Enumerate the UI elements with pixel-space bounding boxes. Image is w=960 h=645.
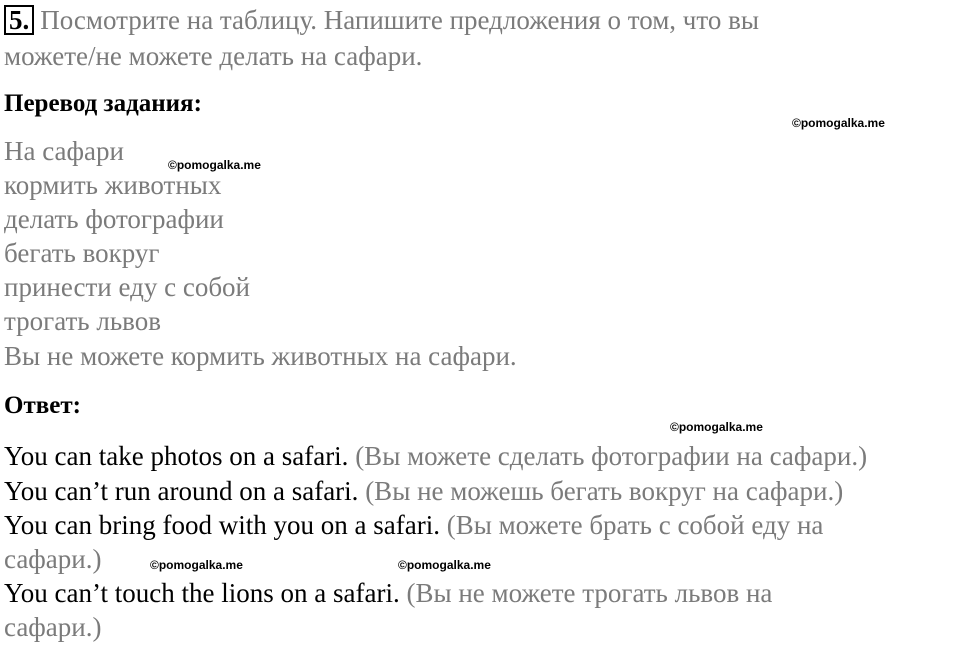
task-line-1 [4, 4, 759, 36]
answer-heading: Ответ: [4, 392, 81, 419]
answer-item-1 [4, 475, 843, 507]
task-text-2: можете/не можете делать на сафари. [4, 41, 423, 71]
watermark: ©pomogalka.me [792, 116, 885, 130]
answer-item-3 [4, 577, 772, 609]
answer-ru-0: (Вы можете сделать фотографии на сафари.) [355, 441, 868, 471]
answer-en-3: You can’t touch the lions on a safari. [4, 578, 400, 608]
answer-ru-3: (Вы не можете трогать львов на [406, 578, 773, 608]
watermark: ©pomogalka.me [398, 558, 491, 572]
answer-en-2: You can bring food with you on a safari. [4, 510, 440, 540]
watermark: ©pomogalka.me [150, 558, 243, 572]
watermark: ©pomogalka.me [670, 420, 763, 434]
translation-line-3: бегать вокруг [4, 238, 160, 268]
translation-line-4: принести еду с собой [4, 272, 251, 302]
task-text-1: Посмотрите на таблицу. Напишите предложения о том, что вы [40, 5, 759, 35]
translation-line-0: На сафари [4, 136, 124, 166]
translation-line-5: трогать львов [4, 306, 161, 336]
answer-ru-3-cont: сафари.) [4, 612, 102, 642]
translation-heading: Перевод задания: [4, 90, 202, 117]
answer-item-0 [4, 440, 867, 472]
translation-line-6: Вы не можете кормить животных на сафари. [4, 341, 517, 371]
translation-line-2: делать фотографии [4, 204, 224, 234]
answer-en-0: You can take photos on a safari. [4, 441, 349, 471]
answer-ru-2: (Вы можете брать с собой еду на [446, 510, 824, 540]
task-number-badge: 5. [4, 5, 34, 35]
watermark: ©pomogalka.me [168, 158, 261, 172]
answer-item-2 [4, 509, 823, 541]
translation-line-1: кормить животных [4, 170, 222, 200]
answer-ru-2-cont: сафари.) [4, 544, 102, 574]
answer-ru-1: (Вы не можешь бегать вокруг на сафари.) [365, 476, 844, 506]
answer-en-1: You can’t run around on a safari. [4, 476, 359, 506]
